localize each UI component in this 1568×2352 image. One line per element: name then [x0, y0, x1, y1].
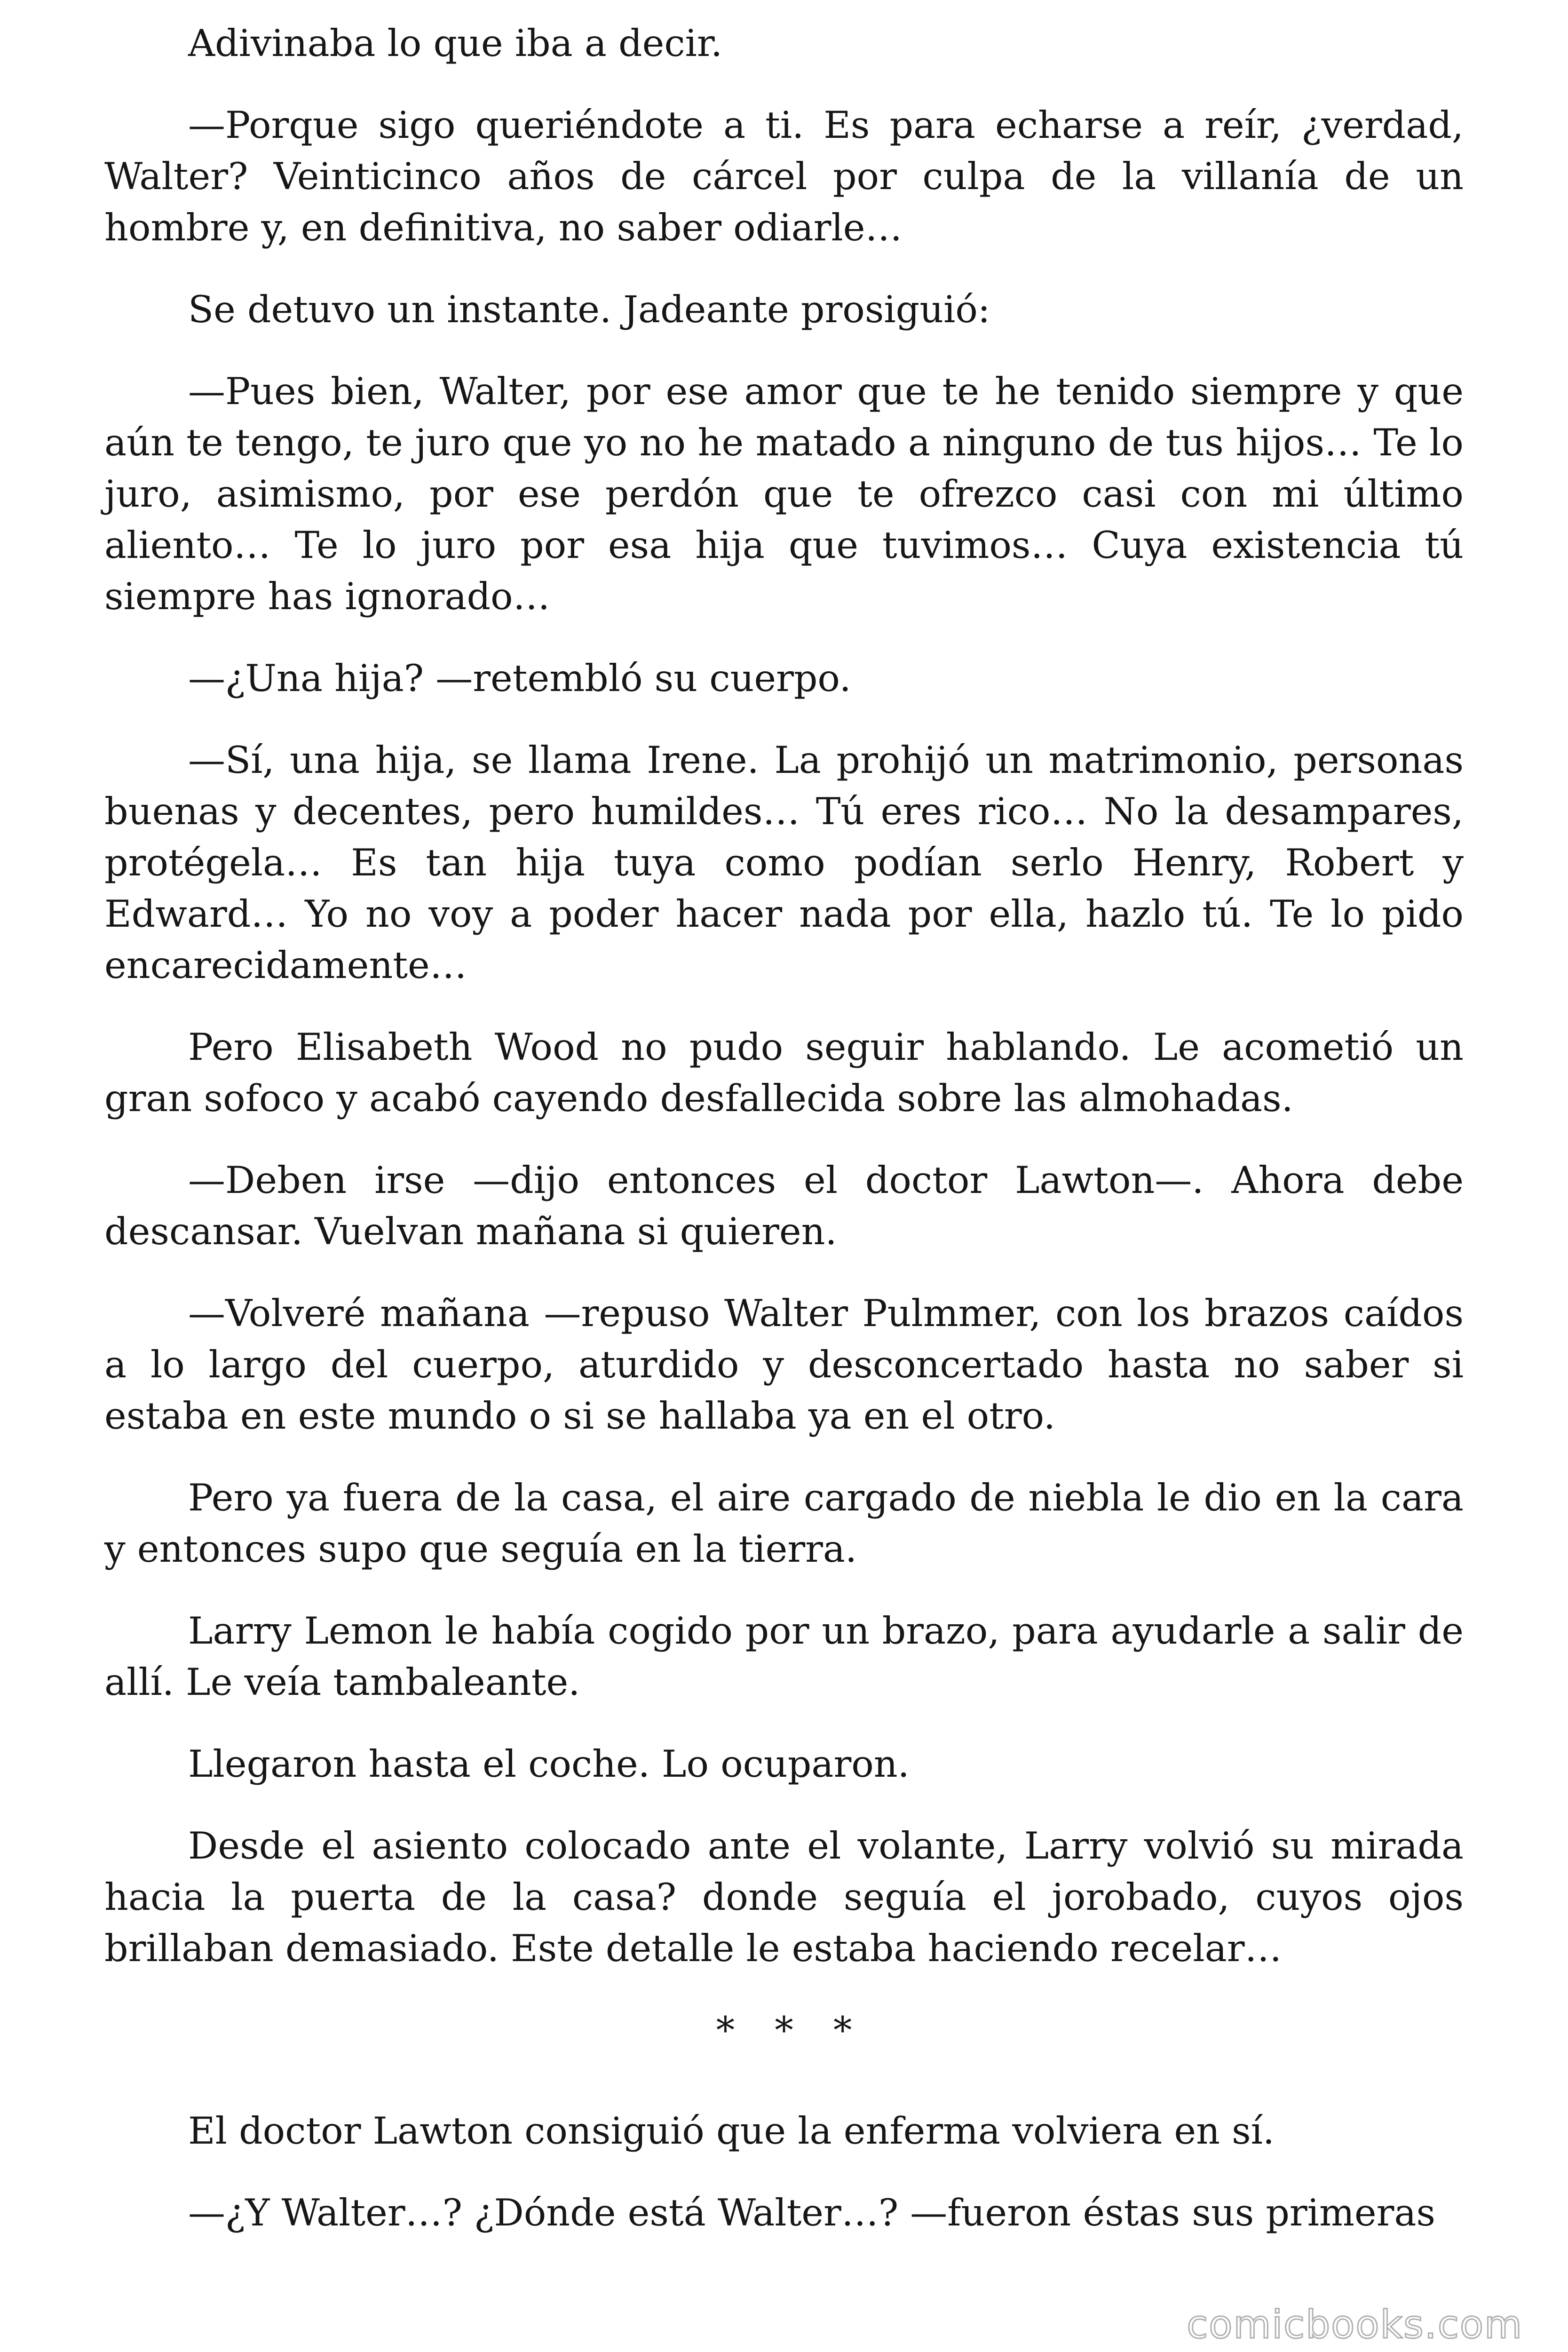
section-separator: * * * [716, 2009, 866, 2052]
paragraph: El doctor Lawton consiguió que la enferma volviera en sí. [188, 2109, 1275, 2153]
paragraph: Se detuvo un instante. Jadeante prosiguió: [188, 288, 990, 331]
watermark: comicbooks.com [1187, 2303, 1523, 2347]
paragraph: —Sí, una hija, se llama Irene. La prohijó un matrimonio, personas buenas y decentes, pero humildes… Tú eres rico… No la desampares, protégela… Es tan hija tuya como podían serlo Henry, Robert y Edward… Yo no voy a poder hacer nada por ella, hazlo tú. Te lo pido encarecidamente… [104, 739, 1464, 987]
paragraph: —Porque sigo queriéndote a ti. Es para echarse a reír, ¿verdad, Walter? Veinticinco años de cárcel por culpa de la villanía de un hombre y, en definitiva, no saber odiarle… [104, 103, 1464, 249]
paragraph: —Volveré mañana —repuso Walter Pulmmer, con los brazos caídos a lo largo del cuerpo, aturdido y desconcertado hasta no saber si estaba en este mundo o si se hallaba ya en el otro. [104, 1292, 1464, 1438]
paragraph: Llegaron hasta el coche. Lo ocuparon. [188, 1742, 910, 1786]
paragraph: —¿Una hija? —retembló su cuerpo. [188, 657, 851, 700]
text-body [104, 18, 1464, 2239]
paragraph: Pero Elisabeth Wood no pudo seguir hablando. Le acometió un gran sofoco y acabó cayendo desfallecida sobre las almohadas. [104, 1025, 1464, 1120]
paragraph: Larry Lemon le había cogido por un brazo, para ayudarle a salir de allí. Le veía tambaleante. [104, 1609, 1464, 1704]
paragraph: —Pues bien, Walter, por ese amor que te he tenido siempre y que aún te tengo, te juro que yo no he matado a ninguno de tus hijos… Te lo juro, asimismo, por ese perdón que te ofrezco casi con mi último aliento… Te lo juro por esa hija que tuvimos… Cuya existencia tú siempre has ignorado… [104, 370, 1464, 618]
paragraph: Adivinaba lo que iba a decir. [188, 22, 723, 65]
paragraph: —Deben irse —dijo entonces el doctor Lawton—. Ahora debe descansar. Vuelvan mañana si quieren. [104, 1159, 1464, 1253]
paragraph: —¿Y Walter…? ¿Dónde está Walter…? —fueron éstas sus primeras [188, 2191, 1436, 2234]
paragraph: Pero ya fuera de la casa, el aire cargado de niebla le dio en la cara y entonces supo que seguía en la tierra. [104, 1476, 1464, 1571]
paragraph: Desde el asiento colocado ante el volante, Larry volvió su mirada hacia la puerta de la casa? donde seguía el jorobado, cuyos ojos brillaban demasiado. Este detalle le estaba haciendo recelar… [104, 1824, 1464, 1970]
